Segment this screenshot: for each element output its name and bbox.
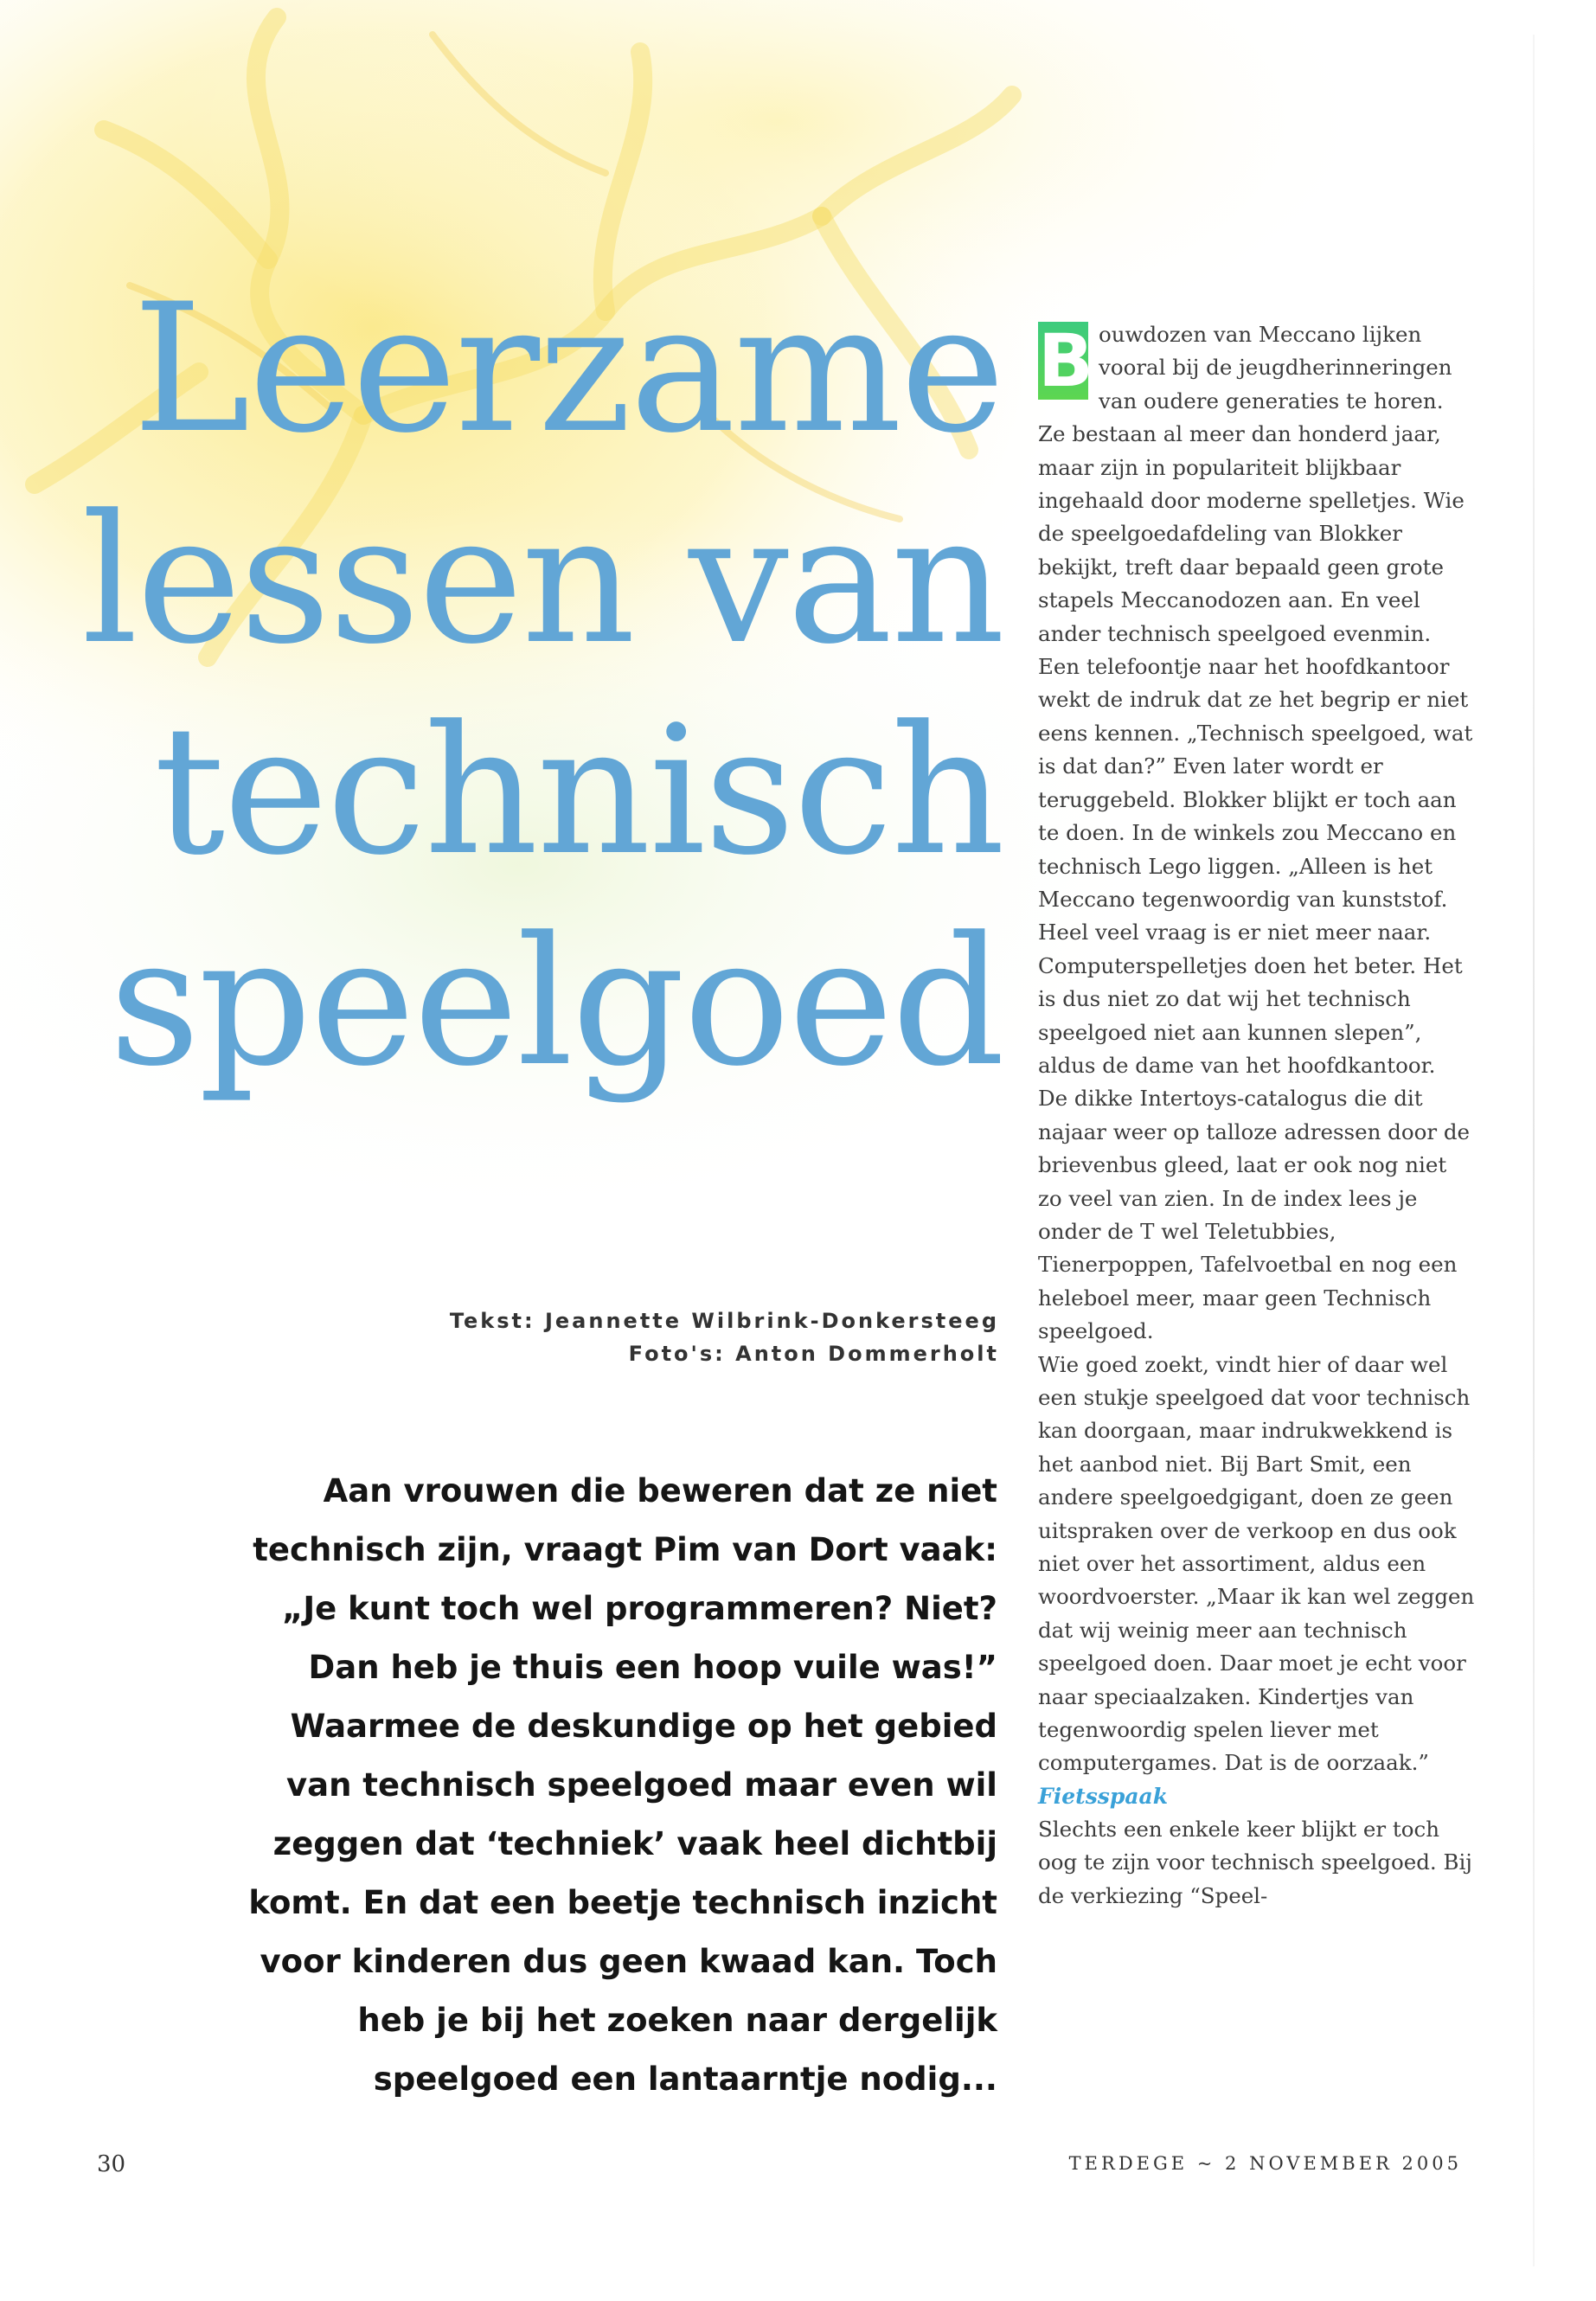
byline-author: Tekst: Jeannette Wilbrink-Donkersteeg [449,1309,999,1333]
headline-line-2: lessen van [81,478,1003,683]
page-fold-line [1533,35,1535,2266]
article-paragraph-3: Wie goed zoekt, vindt hier of daar wel een stukje speelgoed dat voor technisch kan doorgaan, maar indrukwekkend is het aanbod niet. Bij Bart Smit, een andere speelgoedgigant, doen ze geen uitspraken over de verkoop en dus ook niet over het assortiment, aldus een woordvoerster. „Maar ik kan wel zeggen dat wij weinig meer aan technisch speelgoed doen. Daar moet je echt voor naar speciaalzaken. Kindertjes van tegenwoordig spelen liever met computergames. Dat is de oorzaak.” [1038,1351,1475,1776]
article-paragraph-4: Slechts een enkele keer blijkt er toch oog te zijn voor technisch speelgoed. Bij de verkiezing “Speel- [1038,1816,1472,1908]
page-number: 30 [97,2151,126,2177]
byline-photographer: Foto's: Anton Dommerholt [628,1342,999,1366]
article-headline [52,264,1003,1108]
intro-paragraph: Aan vrouwen die beweren dat ze niet technisch zijn, vraagt Pim van Dort vaak: „Je kunt toch wel programmeren? Niet? Dan heb je thuis een hoop vuile was!” Waarmee de deskundige op het gebied van technisch speelgoed maar even wil zeggen dat ‘techniek’ vaak heel dichtbij komt. En dat een beetje technisch inzicht voor kinderen dus geen kwaad kan. Toch heb je bij het zoeken naar dergelijk speelgoed een lantaarntje nodig... [248,1472,997,2098]
article-paragraph-1-text: ouwdozen van Meccano lijken vooral bij de jeugdherinneringen van oudere generaties te horen. Ze bestaan al meer dan honderd jaar, maar zijn in populariteit blijkbaar ingehaald door moderne spelletjes. Wie de speelgoedafdeling van Blokker bekijkt, treft daar bepaald geen grote stapels Meccanodozen aan. En veel ander technisch speelgoed evenmin. Een telefoontje naar het hoofdkantoor wekt de indruk dat ze het begrip er niet eens kennen. „Technisch speelgoed, wat is dat dan?” Even later wordt er teruggebeld. Blokker blijkt er toch aan te doen. In de winkels zou Meccano en technisch Lego liggen. „Alleen is het Meccano tegenwoordig van kunststof. Heel veel vraag is er niet meer naar. Computerspelletjes doen het beter. Het is dus niet zo dat wij het technisch speelgoed niet aan kunnen slepen”, aldus de dame van het hoofdkantoor. [1038,322,1473,1078]
drop-cap: B [1038,318,1094,403]
headline-line-3: technisch [153,689,1003,894]
section-subheading: Fietsspaak [1038,1783,1169,1809]
article-paragraph-1 [1038,318,1475,1082]
headline-line-1: Leerzame [132,266,1003,472]
headline-line-4: speelgoed [109,900,1003,1106]
magazine-footer: TERDEGE ~ 2 NOVEMBER 2005 [1068,2153,1462,2174]
article-body [1038,318,1475,1913]
article-paragraph-2: De dikke Intertoys-catalogus die dit najaar weer op talloze adressen door de brievenbus gleed, laat er ook nog niet zo veel van zien. In de index lees je onder de T wel Teletubbies, Tienerpoppen, Tafelvoetbal en nog een heleboel meer, maar geen Technisch speelgoed. [1038,1086,1471,1344]
byline [260,1304,999,1370]
